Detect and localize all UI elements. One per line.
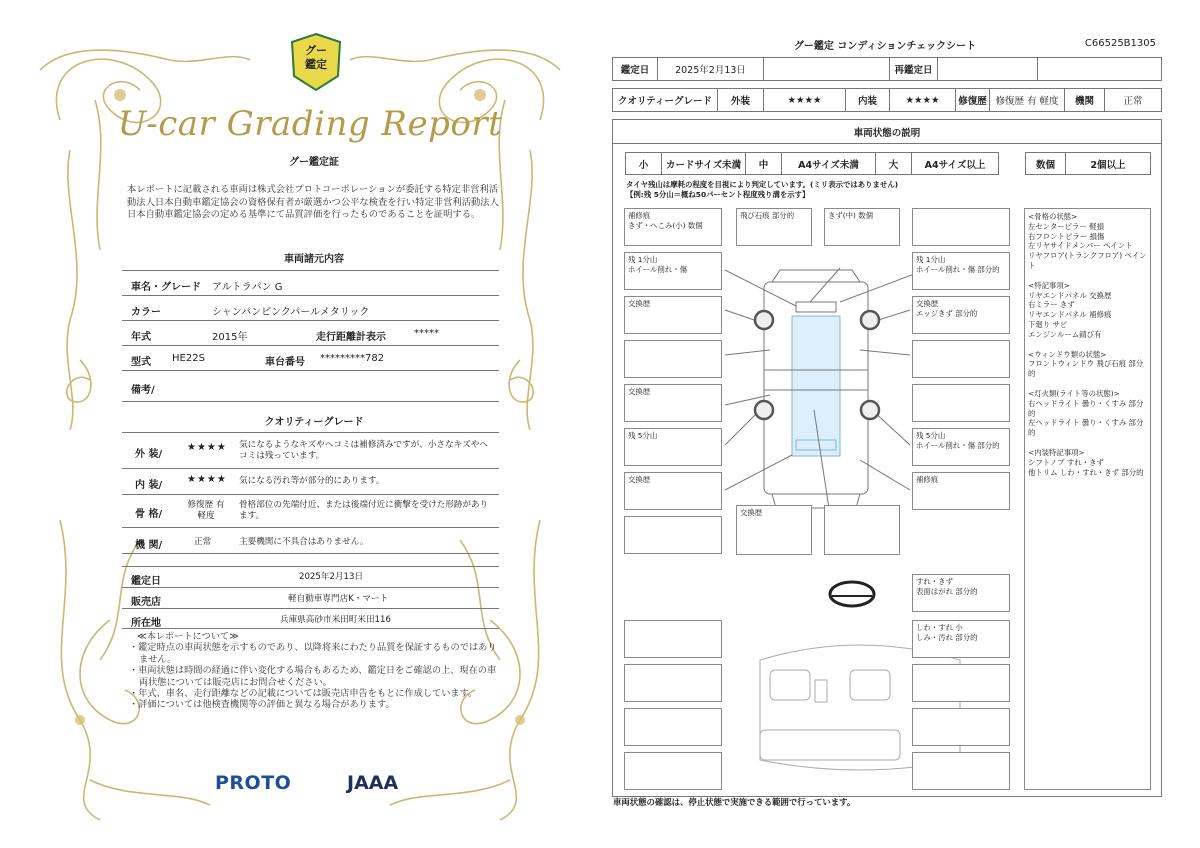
frame-text: 骨格部位の先端付近、または後端付近に衝撃を受けた形跡があります。: [239, 500, 489, 521]
redate-label: 再鑑定日: [890, 58, 938, 80]
callout-box: 交換歴: [736, 505, 812, 555]
proto-logo: PROTO: [215, 772, 292, 794]
note-item: ・車両状態は時間の経過に伴い変化する場合もあるため、鑑定日をご確認の上、現在の車両状態については販売店にお問合せください。: [129, 665, 497, 688]
appraisal-info-table: [122, 566, 499, 629]
name-label: 車名・グレード: [131, 282, 201, 293]
callout-box: 補修痕 きず・へこみ(小) 数個: [624, 208, 722, 246]
callout-box: しわ・すれ 小 しみ・汚れ 部分的: [912, 620, 1010, 658]
date-label: 鑑定日: [613, 58, 658, 80]
spec-row-remarks: [122, 370, 499, 402]
size-medium: 中: [746, 153, 782, 174]
interior-label: 内 装/: [135, 480, 163, 491]
address-value: 兵庫県高砂市米田町米田116: [280, 615, 391, 625]
callout-box: [824, 505, 900, 555]
certificate-heading: グー鑑定証: [289, 157, 339, 168]
summary-lights: <灯火類(ライト等の状態)> 右ヘッドライト 曇り・くすみ 部分的 左ヘッドライト 曇り・くすみ 部分的: [1028, 388, 1144, 438]
quality-grade-label: クオリティーグレード: [613, 89, 718, 111]
appraisal-date-row: [122, 566, 499, 587]
size-small: 小: [626, 153, 662, 174]
chassis-label: 車台番号: [265, 357, 305, 368]
tire-note-line: タイヤ残山は摩耗の程度を目視により判定しています。(ミリ表示ではありません): [626, 180, 899, 189]
appraisal-date-value: 2025年2月13日: [299, 572, 364, 582]
condition-check-sheet: [600, 0, 1200, 848]
engine-value: 正常: [1123, 96, 1143, 107]
exterior-text: 気になるようなキズやヘコミは補修済みですが、小さなキズやヘコミは残っています。: [239, 440, 488, 461]
callout-box: [624, 664, 722, 702]
vehicle-state-heading: 車両状態の説明: [613, 120, 1161, 144]
condition-summary: [1024, 208, 1151, 790]
appraisal-date-label: 鑑定日: [131, 576, 161, 587]
model-value: HE22S: [172, 353, 205, 364]
mileage-label: 走行距離計表示: [316, 332, 386, 343]
address-label: 所在地: [131, 618, 161, 629]
callout-box: [624, 708, 722, 746]
callout-box: [912, 340, 1010, 378]
callout-box: 交換歴: [624, 296, 722, 334]
date-row: [612, 57, 1162, 81]
dealer-row: [122, 587, 499, 608]
remarks-label: 備考/: [131, 385, 155, 396]
dealer-label: 販売店: [131, 597, 161, 608]
callout-box: [624, 340, 722, 378]
callout-box: 飛び石痕 部分的: [736, 208, 812, 246]
summary-frame: <骨格の状態> 左センターピラー 軽損 右フロントピラー 損傷 左リヤサイドメンバー ペイント リヤフロア(トランクフロア) ペイント: [1028, 212, 1147, 270]
mileage-value: *****: [414, 328, 439, 339]
callout-box: 交換歴: [624, 384, 722, 422]
count-desc: 2個以上: [1090, 159, 1126, 171]
callout-box: きず(中) 数個: [824, 208, 900, 246]
frame-label: 骨 格/: [135, 509, 163, 520]
summary-interior: <内装特記事項> シフトノブ すれ・きず 他トリム しわ・すれ・きず 部分的: [1028, 447, 1144, 477]
callout-box: [912, 752, 1010, 790]
exterior-stars: ★★★★: [187, 442, 227, 453]
year-label: 年式: [131, 332, 151, 343]
callout-box: [912, 664, 1010, 702]
quality-row-interior: [122, 468, 499, 494]
certificate-text: 本レポートに記載される車両は株式会社プロトコーポレーションが委託する特定非営利活動法人日本自動車鑑定協会の資格保有者が厳選かつ公平な検査を行い特定非営利活動法人日本自動車鑑定協会の定める基準にて品質評価を行ったものであることを証明する。: [127, 184, 499, 220]
quality-row-frame: [122, 494, 499, 527]
dealer-value: 軽自動車専門店K・マート: [288, 594, 389, 604]
note-item: ・評価については他検査機関等の評価と異なる場合があります。: [129, 699, 395, 711]
size-medium-desc: A4サイズ未満: [782, 153, 876, 174]
date-value: 2025年2月13日: [658, 58, 764, 80]
report-notes: [127, 631, 501, 711]
badge-label: グー 鑑定: [305, 44, 327, 71]
address-row: [122, 608, 499, 629]
model-label: 型式: [131, 357, 151, 368]
quality-row-engine: [122, 527, 499, 554]
spec-row-model: [122, 345, 499, 370]
year-value: 2015年: [212, 332, 248, 343]
summary-special: <特記事項> リヤエンドパネル 交換歴 右ミラー きず リヤエンドパネル 補修痕 下廻り サビ エンジンルーム錆び有: [1028, 280, 1112, 339]
note-item: ・鑑定時点の車両状態を示すものであり、以降将来にわたり品質を保証するものではありません。: [129, 642, 497, 665]
sheet-footer-note: 車両状態の確認は、停止状態で実施できる範囲で行っています。: [613, 797, 856, 807]
quality-row-exterior: [122, 432, 499, 468]
tire-note-example: 【例:残 5分山＝概ね50パーセント程度残り溝を示す】: [626, 190, 810, 199]
spec-table: [122, 270, 499, 402]
callout-box: [912, 384, 1010, 422]
name-value: アルトラパン G: [212, 282, 283, 293]
exterior-label: 外 装/: [135, 449, 163, 460]
callout-box: 残 5分山: [624, 428, 722, 466]
callout-box: [624, 620, 722, 658]
notes-list: [127, 642, 501, 710]
jaaa-logo: JAAA: [347, 772, 399, 794]
notes-heading: ≪本レポートについて≫: [137, 631, 239, 642]
spec-row-color: [122, 295, 499, 320]
tire-note: [626, 180, 898, 200]
callout-box: 残 1分山 ホイール削れ・傷: [624, 252, 722, 290]
exterior-stars: ★★★★: [764, 89, 846, 111]
callout-box: 交換歴 エッジきず 部分的: [912, 296, 1010, 334]
callout-box: [912, 708, 1010, 746]
sheet-title: グー鑑定 コンディションチェックシート: [793, 41, 977, 52]
callout-box: 補修痕: [912, 472, 1010, 510]
size-large-desc: A4サイズ以上: [924, 159, 986, 171]
size-large: 大: [876, 153, 912, 174]
callout-box: [912, 208, 1010, 246]
redate-value: [938, 58, 1038, 80]
note-item: ・年式、車名、走行距離などの記載については販売店申告をもとに作成しています。: [129, 688, 478, 700]
redate-blank: [1038, 58, 1161, 80]
sheet-code: C66525B1305: [1084, 38, 1156, 49]
interior-text: 気になる汚れ等が部分的にあります。: [239, 476, 385, 486]
callout-box: 交換歴: [624, 472, 722, 510]
engine-value: 正常: [194, 537, 212, 547]
report-script-title: U-car Grading Report: [117, 104, 503, 144]
engine-label: 機 関/: [135, 540, 163, 551]
callout-box: 残 1分山 ホイール削れ・傷 部分的: [912, 252, 1010, 290]
date-blank: [764, 58, 890, 80]
callout-box: [624, 752, 722, 790]
interior-stars: ★★★★: [890, 89, 956, 111]
summary-windows: <ウィンドウ類の状態> フロントウィンドウ 飛び石痕 部分的: [1028, 349, 1144, 379]
repair-history-label: 修復歴: [956, 89, 990, 111]
spec-row-name: [122, 270, 499, 295]
spec-row-year: [122, 320, 499, 345]
count-legend: [1025, 152, 1151, 175]
steering-wheel-icon: [830, 582, 874, 606]
size-small-desc: カードサイズ未満: [662, 153, 746, 174]
callout-box: すれ・きず 表面はがれ 部分的: [912, 574, 1010, 612]
color-label: カラー: [131, 307, 161, 318]
engine-text: 主要機関に不具合はありません。: [239, 537, 369, 547]
callout-box: [624, 516, 722, 554]
interior-label: 内装: [846, 89, 890, 111]
callout-box: 残 5分山 ホイール削れ・傷 部分的: [912, 428, 1010, 466]
interior-stars: ★★★★: [187, 474, 227, 485]
quality-table: [122, 432, 499, 554]
logo-area: [215, 770, 415, 800]
exterior-label: 外装: [718, 89, 764, 111]
size-legend: [625, 152, 999, 175]
engine-label: 機関: [1065, 89, 1105, 111]
spec-heading: 車両諸元内容: [284, 254, 344, 265]
quality-grade-heading: クオリティーグレード: [264, 417, 364, 428]
grade-row: [612, 88, 1162, 112]
chassis-value: *********782: [320, 353, 385, 364]
repair-history-value: 修復歴 有 軽度: [990, 89, 1065, 111]
color-value: シャンパンピンクパールメタリック: [212, 307, 370, 318]
frame-value: 修復歴 有 軽度: [187, 500, 225, 521]
count-label: 数個: [1026, 153, 1066, 174]
